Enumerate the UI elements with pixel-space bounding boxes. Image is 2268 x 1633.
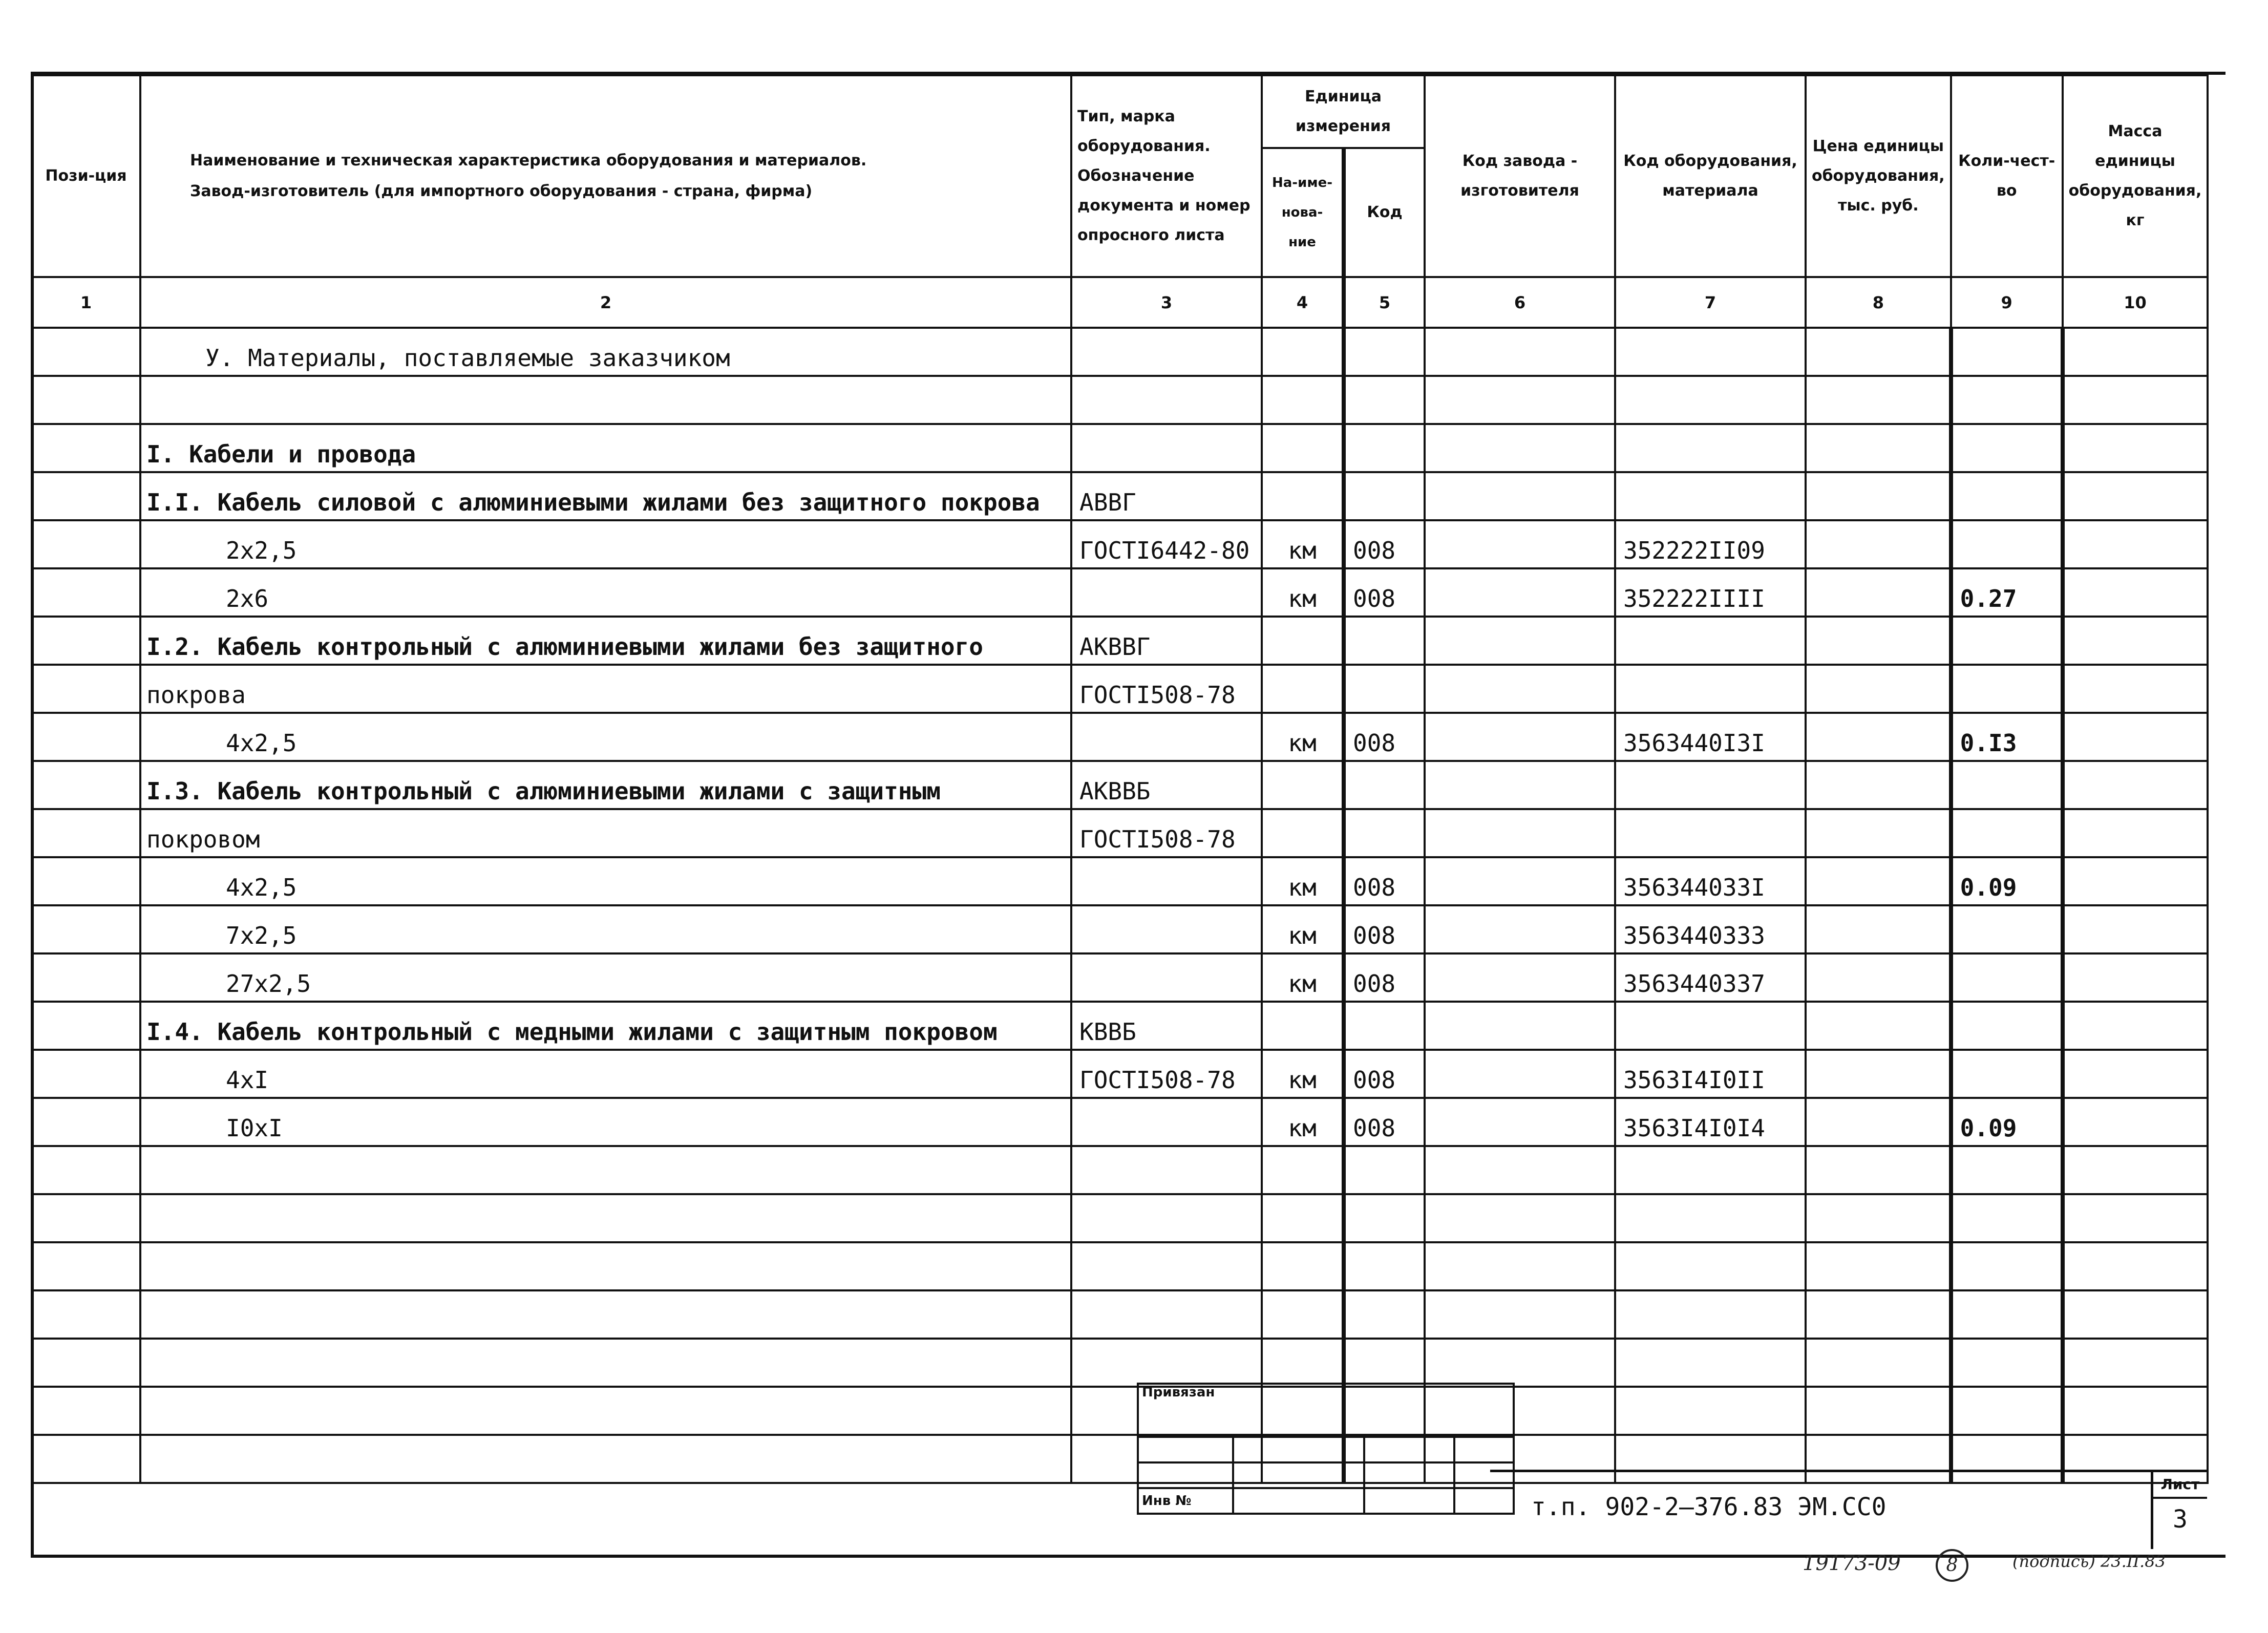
cell-factory-code	[1425, 568, 1615, 617]
cell-quantity	[1951, 424, 2063, 472]
cell-type: ГОСТI508-78	[1071, 1050, 1262, 1098]
header-price: Цена единицы оборудования, тыс. руб.	[1806, 75, 1951, 277]
header-name-line2: Завод-изготовитель (для импортного оборудования - страна, фирма)	[190, 182, 813, 200]
cell-price	[1806, 857, 1951, 905]
cell-equipment-code	[1615, 1387, 1806, 1435]
cell-price	[1806, 520, 1951, 568]
cell-position	[32, 424, 140, 472]
cell-unit-name	[1262, 809, 1344, 857]
table-row	[32, 1339, 2208, 1387]
binding-stamp	[1137, 1383, 1515, 1515]
cell-quantity	[1951, 617, 2063, 665]
cell-unit-code: 008	[1344, 857, 1425, 905]
colnum-3: 3	[1071, 277, 1262, 328]
cell-equipment-code: 3563440337	[1615, 953, 1806, 1002]
cell-equipment-code	[1615, 1242, 1806, 1290]
cell-type	[1071, 1194, 1262, 1242]
header-mass: Масса единицы оборудования, кг	[2063, 75, 2208, 277]
cell-factory-code	[1425, 1050, 1615, 1098]
cell-unit-name	[1262, 761, 1344, 809]
cell-unit-name	[1262, 424, 1344, 472]
cell-unit-name: км	[1262, 520, 1344, 568]
cell-position	[32, 665, 140, 713]
colnum-9: 9	[1951, 277, 2063, 328]
cell-quantity	[1951, 1194, 2063, 1242]
cell-type	[1071, 857, 1262, 905]
cell-name	[140, 1290, 1071, 1339]
cell-equipment-code	[1615, 1290, 1806, 1339]
colnum-10: 10	[2063, 277, 2208, 328]
cell-mass	[2063, 953, 2208, 1002]
cell-name: 27x2,5	[140, 953, 1071, 1002]
cell-quantity: 0.I3	[1951, 713, 2063, 761]
cell-mass	[2063, 1050, 2208, 1098]
cell-type: ГОСТI508-78	[1071, 809, 1262, 857]
cell-name: I.2. Кабель контрольный с алюминиевыми жилами без защитного	[140, 617, 1071, 665]
cell-quantity	[1951, 953, 2063, 1002]
cell-name: покрова	[140, 665, 1071, 713]
cell-name	[140, 1194, 1071, 1242]
cell-unit-code: 008	[1344, 1050, 1425, 1098]
cell-factory-code	[1425, 713, 1615, 761]
table-row	[32, 1002, 2208, 1050]
sheet-number: 3	[2173, 1505, 2188, 1534]
document-code: т.п. 902-2—376.83 ЭМ.СС0	[1531, 1493, 1887, 1521]
cell-price	[1806, 328, 1951, 376]
cell-mass	[2063, 761, 2208, 809]
cell-unit-code	[1344, 665, 1425, 713]
cell-equipment-code: 352222IIII	[1615, 568, 1806, 617]
cell-type	[1071, 905, 1262, 953]
table-row	[32, 328, 2208, 376]
cell-quantity	[1951, 1242, 2063, 1290]
header-equipment-code: Код оборудования, материала	[1615, 75, 1806, 277]
cell-position	[32, 1290, 140, 1339]
cell-factory-code	[1425, 424, 1615, 472]
cell-type	[1071, 1290, 1262, 1339]
table-row	[32, 1290, 2208, 1339]
cell-mass	[2063, 617, 2208, 665]
cell-factory-code	[1425, 905, 1615, 953]
cell-price	[1806, 809, 1951, 857]
cell-type	[1071, 568, 1262, 617]
cell-position	[32, 761, 140, 809]
cell-position	[32, 905, 140, 953]
cell-name: I. Кабели и провода	[140, 424, 1071, 472]
cell-unit-name	[1262, 1339, 1344, 1387]
cell-unit-code	[1344, 472, 1425, 520]
cell-type	[1071, 1146, 1262, 1194]
cell-equipment-code	[1615, 809, 1806, 857]
cell-type: АКВВГ	[1071, 617, 1262, 665]
cell-equipment-code: 3563440333	[1615, 905, 1806, 953]
cell-name	[140, 1339, 1071, 1387]
cell-unit-name: км	[1262, 1098, 1344, 1146]
cell-mass	[2063, 1098, 2208, 1146]
cell-name: 4x2,5	[140, 857, 1071, 905]
cell-unit-code: 008	[1344, 1098, 1425, 1146]
cell-equipment-code: 3563I4I0II	[1615, 1050, 1806, 1098]
cell-unit-code	[1344, 376, 1425, 424]
specification-table	[31, 74, 2209, 1484]
header-row	[32, 75, 2208, 148]
cell-quantity	[1951, 472, 2063, 520]
cell-quantity	[1951, 376, 2063, 424]
cell-type	[1071, 424, 1262, 472]
cell-factory-code	[1425, 1194, 1615, 1242]
cell-name	[140, 1387, 1071, 1435]
header-name-line1: Наименование и техническая характеристика оборудования и материалов.	[190, 152, 867, 169]
cell-unit-code: 008	[1344, 953, 1425, 1002]
cell-unit-code: 008	[1344, 520, 1425, 568]
cell-name: 2x6	[140, 568, 1071, 617]
cell-unit-name	[1262, 472, 1344, 520]
hand-note-left: 19173-09	[1803, 1552, 1901, 1575]
cell-unit-code: 008	[1344, 905, 1425, 953]
cell-quantity	[1951, 1002, 2063, 1050]
header-position: Пози-ция	[32, 75, 140, 277]
cell-quantity	[1951, 328, 2063, 376]
cell-equipment-code	[1615, 617, 1806, 665]
cell-type: АКВВБ	[1071, 761, 1262, 809]
cell-equipment-code: 352222II09	[1615, 520, 1806, 568]
cell-name: У. Материалы, поставляемые заказчиком	[140, 328, 1071, 376]
table-row	[32, 905, 2208, 953]
cell-name	[140, 1242, 1071, 1290]
cell-unit-name: км	[1262, 713, 1344, 761]
cell-mass	[2063, 520, 2208, 568]
cell-name: 7x2,5	[140, 905, 1071, 953]
cell-quantity: 0.09	[1951, 857, 2063, 905]
cell-mass	[2063, 1387, 2208, 1435]
cell-position	[32, 520, 140, 568]
colnum-5: 5	[1344, 277, 1425, 328]
cell-name	[140, 376, 1071, 424]
cell-position	[32, 1050, 140, 1098]
cell-equipment-code	[1615, 761, 1806, 809]
cell-equipment-code	[1615, 1339, 1806, 1387]
header-type: Тип, марка оборудования. Обозначение документа и номер опросного листа	[1071, 75, 1262, 277]
hand-note-right: (подпись) 23.II.83	[2012, 1552, 2166, 1571]
stamp-inv-label: Инв №	[1138, 1488, 1233, 1514]
cell-quantity: 0.27	[1951, 568, 2063, 617]
header-unit-group: Единица измерения	[1262, 75, 1425, 148]
cell-unit-name	[1262, 328, 1344, 376]
cell-unit-name	[1262, 1194, 1344, 1242]
cell-name	[140, 1435, 1071, 1483]
cell-factory-code	[1425, 617, 1615, 665]
cell-price	[1806, 1387, 1951, 1435]
cell-quantity	[1951, 1146, 2063, 1194]
cell-unit-name: км	[1262, 857, 1344, 905]
cell-position	[32, 568, 140, 617]
cell-type: ГОСТI6442-80	[1071, 520, 1262, 568]
cell-name: I.4. Кабель контрольный с медными жилами с защитным покровом	[140, 1002, 1071, 1050]
cell-price	[1806, 617, 1951, 665]
cell-position	[32, 713, 140, 761]
table-row	[32, 376, 2208, 424]
cell-type	[1071, 1339, 1262, 1387]
cell-position	[32, 953, 140, 1002]
cell-mass	[2063, 1194, 2208, 1242]
stamp-bound-label: Привязан	[1138, 1384, 1514, 1437]
cell-unit-code	[1344, 1339, 1425, 1387]
cell-type: КВВБ	[1071, 1002, 1262, 1050]
colnum-8: 8	[1806, 277, 1951, 328]
cell-quantity	[1951, 905, 2063, 953]
cell-quantity	[1951, 1290, 2063, 1339]
cell-price	[1806, 1146, 1951, 1194]
cell-position	[32, 1387, 140, 1435]
column-number-row	[32, 277, 2208, 328]
table-row	[32, 568, 2208, 617]
cell-price	[1806, 472, 1951, 520]
cell-position	[32, 328, 140, 376]
cell-type	[1071, 1242, 1262, 1290]
cell-quantity	[1951, 520, 2063, 568]
cell-price	[1806, 1098, 1951, 1146]
cell-price	[1806, 1050, 1951, 1098]
cell-factory-code	[1425, 809, 1615, 857]
table-row	[32, 809, 2208, 857]
cell-unit-code: 008	[1344, 568, 1425, 617]
sheet-box	[2151, 1472, 2207, 1549]
table-row	[32, 1387, 2208, 1435]
cell-position	[32, 1435, 140, 1483]
cell-price	[1806, 1290, 1951, 1339]
cell-type	[1071, 953, 1262, 1002]
table-row	[32, 1050, 2208, 1098]
cell-factory-code	[1425, 857, 1615, 905]
cell-position	[32, 1339, 140, 1387]
header-name	[140, 75, 1071, 277]
cell-mass	[2063, 665, 2208, 713]
cell-unit-code	[1344, 424, 1425, 472]
cell-factory-code	[1425, 1002, 1615, 1050]
cell-factory-code	[1425, 520, 1615, 568]
colnum-7: 7	[1615, 277, 1806, 328]
cell-position	[32, 1194, 140, 1242]
header-factory-code: Код завода - изготовителя	[1425, 75, 1615, 277]
cell-quantity	[1951, 809, 2063, 857]
cell-price	[1806, 761, 1951, 809]
cell-unit-code	[1344, 1146, 1425, 1194]
table-row	[32, 857, 2208, 905]
cell-equipment-code	[1615, 1194, 1806, 1242]
cell-unit-name: км	[1262, 568, 1344, 617]
cell-unit-name	[1262, 1290, 1344, 1339]
cell-quantity: 0.09	[1951, 1098, 2063, 1146]
cell-unit-code	[1344, 1290, 1425, 1339]
cell-name: I.3. Кабель контрольный с алюминиевыми жилами с защитным	[140, 761, 1071, 809]
cell-factory-code	[1425, 1339, 1615, 1387]
cell-unit-code	[1344, 1242, 1425, 1290]
sheet-label: Лист	[2153, 1472, 2207, 1499]
table-row	[32, 761, 2208, 809]
cell-unit-name	[1262, 1002, 1344, 1050]
table-row	[32, 713, 2208, 761]
cell-unit-code	[1344, 328, 1425, 376]
cell-mass	[2063, 472, 2208, 520]
table-row	[32, 1146, 2208, 1194]
cell-mass	[2063, 713, 2208, 761]
cell-position	[32, 809, 140, 857]
cell-quantity	[1951, 1387, 2063, 1435]
cell-equipment-code	[1615, 1002, 1806, 1050]
cell-quantity	[1951, 1339, 2063, 1387]
cell-price	[1806, 376, 1951, 424]
table-row	[32, 1098, 2208, 1146]
cell-mass	[2063, 857, 2208, 905]
cell-unit-code	[1344, 1194, 1425, 1242]
cell-type	[1071, 713, 1262, 761]
cell-unit-name: км	[1262, 953, 1344, 1002]
cell-price	[1806, 713, 1951, 761]
table-row	[32, 665, 2208, 713]
cell-unit-code	[1344, 761, 1425, 809]
cell-unit-name	[1262, 665, 1344, 713]
cell-mass	[2063, 1146, 2208, 1194]
cell-price	[1806, 1242, 1951, 1290]
cell-position	[32, 472, 140, 520]
cell-position	[32, 1002, 140, 1050]
cell-name: 2x2,5	[140, 520, 1071, 568]
header-unit-code: Код	[1344, 148, 1425, 277]
cell-price	[1806, 568, 1951, 617]
cell-factory-code	[1425, 1098, 1615, 1146]
cell-mass	[2063, 809, 2208, 857]
cell-position	[32, 1098, 140, 1146]
colnum-2: 2	[140, 277, 1071, 328]
cell-mass	[2063, 568, 2208, 617]
cell-price	[1806, 953, 1951, 1002]
cell-equipment-code: 3563I4I0I4	[1615, 1098, 1806, 1146]
colnum-1: 1	[32, 277, 140, 328]
cell-mass	[2063, 1242, 2208, 1290]
title-block	[1490, 1470, 2207, 1549]
cell-equipment-code	[1615, 665, 1806, 713]
cell-unit-name	[1262, 376, 1344, 424]
cell-name: покровом	[140, 809, 1071, 857]
cell-mass	[2063, 1002, 2208, 1050]
cell-mass	[2063, 328, 2208, 376]
cell-unit-code	[1344, 617, 1425, 665]
cell-price	[1806, 1339, 1951, 1387]
cell-price	[1806, 665, 1951, 713]
cell-price	[1806, 424, 1951, 472]
cell-name: I0xI	[140, 1098, 1071, 1146]
cell-unit-name: км	[1262, 1050, 1344, 1098]
cell-position	[32, 376, 140, 424]
cell-mass	[2063, 1290, 2208, 1339]
table-body	[32, 328, 2208, 1483]
cell-unit-name	[1262, 1146, 1344, 1194]
cell-type	[1071, 328, 1262, 376]
table-row	[32, 424, 2208, 472]
cell-price	[1806, 1002, 1951, 1050]
cell-equipment-code	[1615, 424, 1806, 472]
cell-factory-code	[1425, 328, 1615, 376]
cell-quantity	[1951, 665, 2063, 713]
cell-factory-code	[1425, 1242, 1615, 1290]
table-row	[32, 953, 2208, 1002]
colnum-6: 6	[1425, 277, 1615, 328]
cell-equipment-code	[1615, 376, 1806, 424]
table-row	[32, 1194, 2208, 1242]
hand-note-circle: 8	[1936, 1549, 1968, 1582]
cell-mass	[2063, 424, 2208, 472]
cell-unit-name: км	[1262, 905, 1344, 953]
cell-equipment-code: 356344033I	[1615, 857, 1806, 905]
cell-factory-code	[1425, 665, 1615, 713]
cell-position	[32, 617, 140, 665]
cell-name	[140, 1146, 1071, 1194]
cell-equipment-code: 3563440I3I	[1615, 713, 1806, 761]
cell-type	[1071, 376, 1262, 424]
cell-equipment-code	[1615, 328, 1806, 376]
cell-position	[32, 1146, 140, 1194]
table-row	[32, 1242, 2208, 1290]
cell-factory-code	[1425, 953, 1615, 1002]
cell-position	[32, 857, 140, 905]
cell-factory-code	[1425, 1146, 1615, 1194]
cell-unit-code	[1344, 1002, 1425, 1050]
cell-factory-code	[1425, 376, 1615, 424]
cell-price	[1806, 1194, 1951, 1242]
cell-unit-code: 008	[1344, 713, 1425, 761]
cell-quantity	[1951, 761, 2063, 809]
cell-position	[32, 1242, 140, 1290]
header-quantity: Коли-чест-во	[1951, 75, 2063, 277]
cell-factory-code	[1425, 1290, 1615, 1339]
table-row	[32, 472, 2208, 520]
header-unit-name: На-име-нова-ние	[1262, 148, 1344, 277]
cell-factory-code	[1425, 761, 1615, 809]
cell-equipment-code	[1615, 472, 1806, 520]
cell-unit-name	[1262, 1242, 1344, 1290]
cell-mass	[2063, 1339, 2208, 1387]
cell-unit-name	[1262, 617, 1344, 665]
colnum-4: 4	[1262, 277, 1344, 328]
cell-name: I.I. Кабель силовой с алюминиевыми жилами без защитного покрова	[140, 472, 1071, 520]
cell-price	[1806, 905, 1951, 953]
cell-type	[1071, 1098, 1262, 1146]
table-row	[32, 520, 2208, 568]
cell-mass	[2063, 905, 2208, 953]
cell-name: 4xI	[140, 1050, 1071, 1098]
cell-type: ГОСТI508-78	[1071, 665, 1262, 713]
cell-type: АВВГ	[1071, 472, 1262, 520]
cell-mass	[2063, 376, 2208, 424]
cell-name: 4x2,5	[140, 713, 1071, 761]
cell-factory-code	[1425, 472, 1615, 520]
table-row	[32, 617, 2208, 665]
cell-unit-code	[1344, 809, 1425, 857]
cell-equipment-code	[1615, 1146, 1806, 1194]
cell-quantity	[1951, 1050, 2063, 1098]
